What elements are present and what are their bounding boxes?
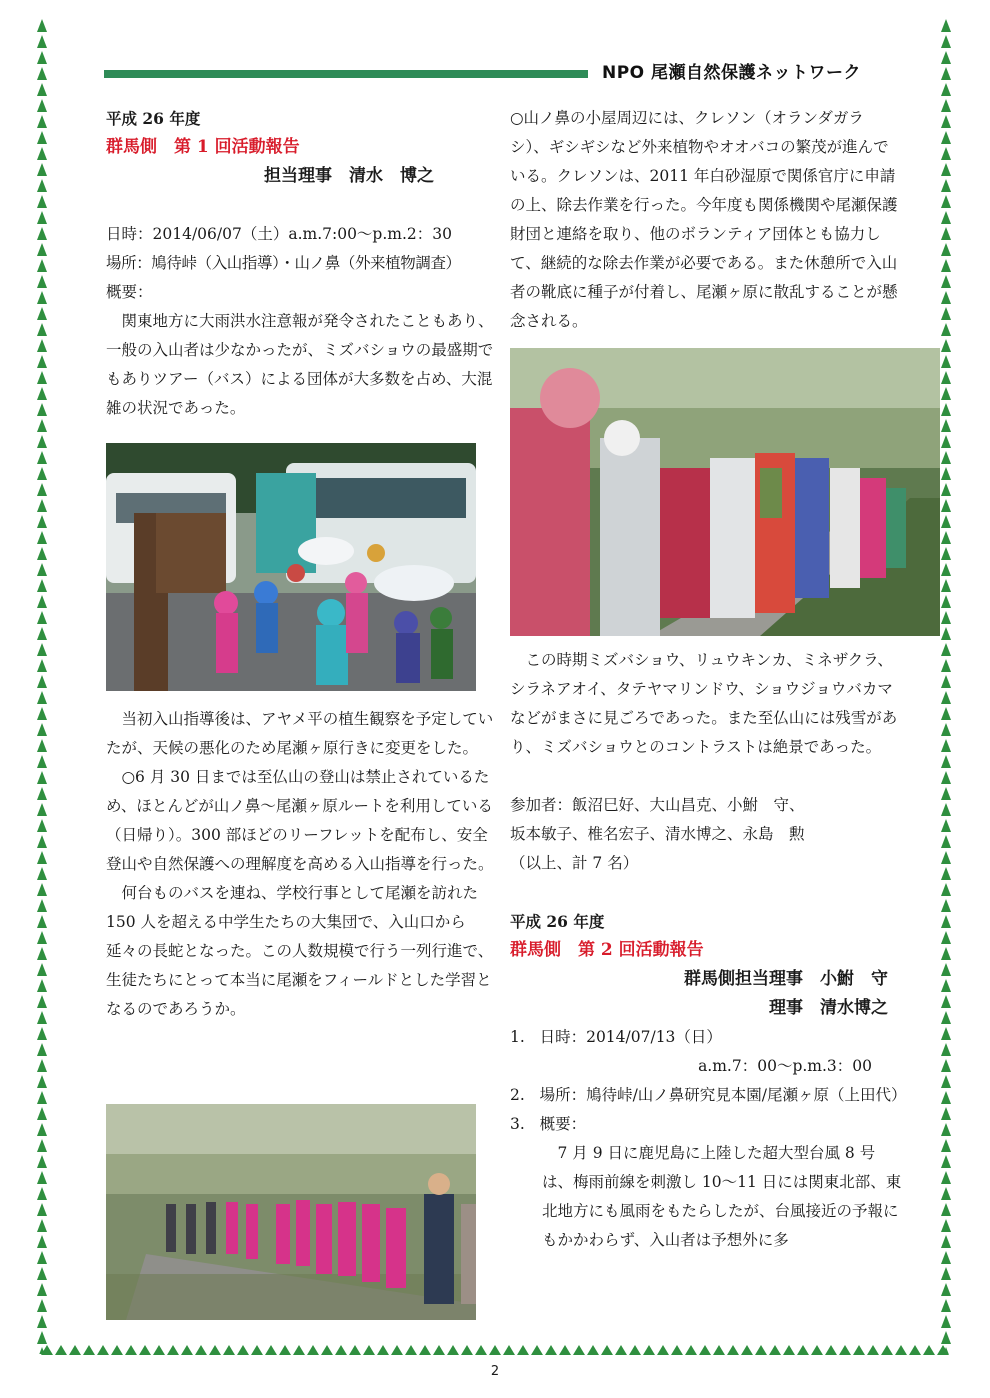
item-number: 1.: [510, 1028, 525, 1046]
report2-body: 7 月 9 日に鹿児島に上陸した超大型台風 8 号は、梅雨前線を刺激し 10〜11 日には関東北部、東北地方にも風雨をもたらしたが、台風接近の予報にもかかわらず、入山者は予想外に多: [542, 1144, 902, 1249]
report1-paragraph-1: 関東地方に大雨洪水注意報が発令されたこともあり、一般の入山者は少なかったが、ミズバショウの最盛期でもありツアー（バス）による団体が大多数を占め、大混雑の状況であった。: [106, 312, 494, 417]
header-accent-bar: [104, 70, 588, 78]
left-tree-border: [36, 18, 48, 1354]
page-number: 2: [490, 1364, 500, 1379]
participants-line-3: （以上、計 7 名）: [510, 854, 639, 872]
report2-item-3: [510, 1110, 902, 1139]
item-text: 場所：鳩待峠/山ノ鼻研究見本園/尾瀬ヶ原（上田代）: [539, 1086, 907, 1104]
report1-paragraph-2: 当初入山指導後は、アヤメ平の植生観察を予定していたが、天候の悪化のため尾瀬ヶ原行きに変更をした。: [106, 710, 494, 757]
report2-year: 平成 26 年度: [510, 912, 605, 931]
report2-title: 群馬側 第 2 回活動報告: [510, 940, 704, 960]
photo-hikers-line: [510, 348, 940, 636]
report1-year: 平成 26 年度: [106, 109, 201, 128]
left-column-lower: [106, 705, 494, 1024]
participants-line-1: 参加者：飯沼巳好、大山昌克、小鮒 守、: [510, 796, 805, 814]
report2-item-1: [510, 1023, 902, 1052]
photo-bus-parking-crowd: [106, 443, 476, 691]
report1-date: 日時：2014/06/07（土）a.m.7:00〜p.m.2：30: [106, 225, 452, 243]
report1-paragraph-3: ○6 月 30 日までは至仏山の登山は禁止されているため、ほとんどが山ノ鼻〜尾瀬ヶ原ルートを利用している（日帰り）。300 部ほどのリーフレットを配布し、安全登山や自然保護への理解度を高める入山指導を行った。: [106, 768, 494, 873]
report1-paragraph-5: ○山ノ鼻の小屋周辺には、クレソン（オランダガラシ）、ギシギシなど外来植物やオオバコの繁茂が進んでいる。クレソンは、2011 年白砂湿原で関係官庁に申請の上、除去作業を行った。今年度も関係機関や尾瀬保護財団と連絡を取り、他のボランティア団体とも協力して、継続的な除去作業が必要である。また休憩所で入山者の靴底に種子が付着し、尾瀬ヶ原に散乱することが懸念される。: [510, 109, 898, 330]
item-number: 2.: [510, 1086, 525, 1104]
right-column-middle: [510, 646, 907, 1255]
item-text: 日時：2014/07/13（日）: [539, 1028, 722, 1046]
report1-author: 担当理事 清水 博之: [264, 166, 434, 186]
item-text: 概要：: [539, 1115, 587, 1133]
organization-name: NPO 尾瀬自然保護ネットワーク: [602, 63, 862, 83]
report1-paragraph-4: 何台ものバスを連ね、学校行事として尾瀬を訪れた 150 人を超える中学生たちの大集団で、入山口から延々の長蛇となった。この人数規模で行う一列行進で、生徒たちにとって本当に尾瀬をフィールドとした学習となるのであろうか。: [106, 884, 494, 1018]
report1-place: 場所：鳩待峠（入山指導）・山ノ鼻（外来植物調査）: [106, 254, 461, 272]
photo-students-boardwalk: [106, 1104, 476, 1320]
report2-item-list: [510, 1023, 907, 1139]
left-column: [106, 104, 494, 423]
participants-line-2: 坂本敏子、椎名宏子、清水博之、永島 勲: [510, 825, 805, 843]
report2-time-line: a.m.7：00〜p.m.3：00: [698, 1057, 872, 1075]
bottom-tree-border: [40, 1344, 950, 1356]
report2-author-1: 群馬側担当理事 小鮒 守: [684, 969, 888, 989]
report2-author-2: 理事 清水博之: [769, 998, 888, 1018]
report1-title: 群馬側 第 1 回活動報告: [106, 137, 300, 157]
right-tree-border: [940, 18, 952, 1354]
report2-item-2: [510, 1081, 907, 1110]
report1-paragraph-6: この時期ミズバショウ、リュウキンカ、ミネザクラ、シラネアオイ、タテヤマリンドウ、ショウジョウバカマなどがまさに見ごろであった。また至仏山には残雪があり、ミズバショウとのコントラストは絶景であった。: [510, 651, 898, 756]
item-number: 3.: [510, 1115, 525, 1133]
right-column: [510, 104, 902, 336]
report1-summary-label: 概要：: [106, 283, 153, 301]
